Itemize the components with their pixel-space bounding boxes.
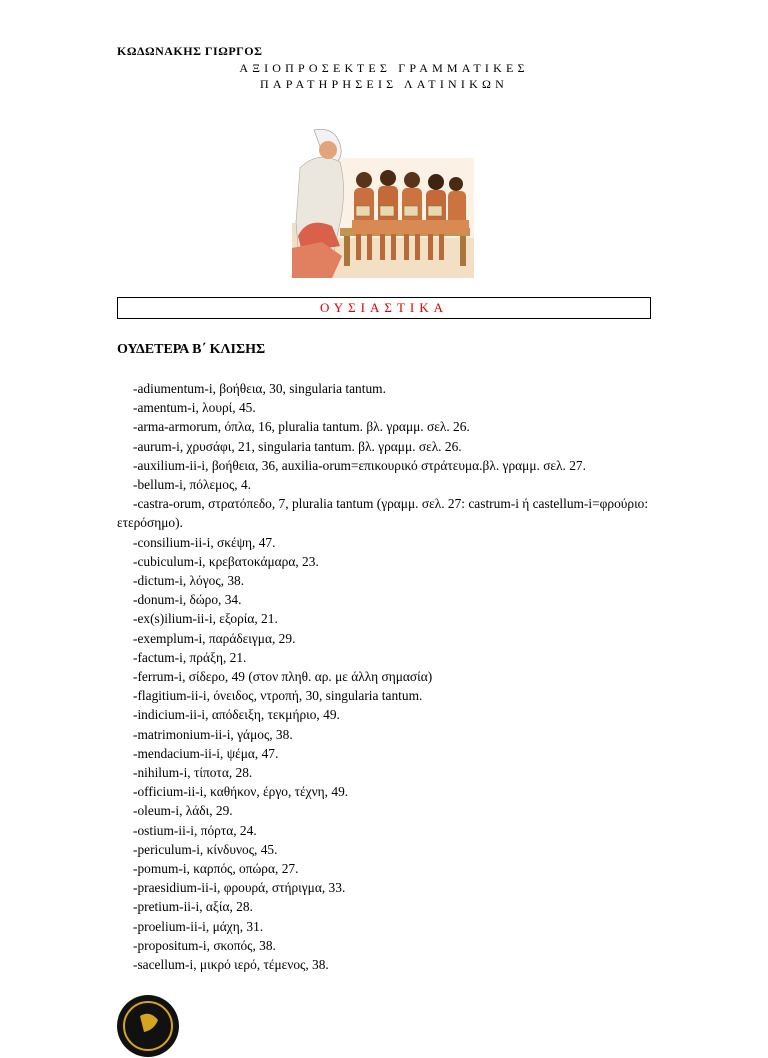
list-item: -oleum-i, λάδι, 29. <box>133 803 233 819</box>
section-header-box <box>117 297 651 319</box>
list-item: -officium-ii-i, καθήκον, έργο, τέχνη, 49. <box>133 784 349 800</box>
list-item: -castra-orum, στρατόπεδο, 7, pluralia tantum (γραμμ. σελ. 27: castrum-i ή castellum-i=φρούριο: ετερόσημο). <box>117 496 649 531</box>
section-title: ΟΥΣΙΑΣΤΙΚΑ <box>319 300 449 315</box>
list-item: -aurum-i, χρυσάφι, 21, singularia tantum. βλ. γραμμ. σελ. 26. <box>133 438 462 454</box>
list-item: -bellum-i, πόλεμος, 4. <box>133 477 252 493</box>
list-item: -cubiculum-i, κρεβατοκάμαρα, 23. <box>133 553 319 569</box>
document-title-line-2: ΠΑΡΑΤΗΡΗΣΕΙΣ ΛΑΤΙΝΙΚΩΝ <box>260 77 508 91</box>
circular-emblem-logo <box>116 994 180 1058</box>
list-item: -consilium-ii-i, σκέψη, 47. <box>133 534 276 550</box>
author-name: ΚΩΔΩΝΑΚΗΣ ΓΙΩΡΓΟΣ <box>117 44 263 58</box>
list-item: -proelium-ii-i, μάχη, 31. <box>133 918 264 934</box>
list-item: -dictum-i, λόγος, 38. <box>133 573 245 589</box>
list-item: -pomum-i, καρπός, οπώρα, 27. <box>133 861 299 877</box>
list-item: -auxilium-ii-i, βοήθεια, 36, auxilia-orum=επικουρικό στράτευμα.βλ. γραμμ. σελ. 27. <box>133 457 586 473</box>
list-item: -ostium-ii-i, πόρτα, 24. <box>133 822 257 838</box>
section-subheading: ΟΥΔΕΤΕΡΑ Β΄ ΚΛΙΣΗΣ <box>117 342 266 357</box>
list-item: -indicium-ii-i, απόδειξη, τεκμήριο, 49. <box>133 707 340 723</box>
list-item: -exemplum-i, παράδειγμα, 29. <box>133 630 296 646</box>
list-item: -arma-armorum, όπλα, 16, pluralia tantum. βλ. γραμμ. σελ. 26. <box>133 419 470 435</box>
list-item: -propositum-i, σκοπός, 38. <box>133 937 276 953</box>
list-item: -factum-i, πράξη, 21. <box>133 649 247 665</box>
list-item: -ex(s)ilium-ii-i, εξορία, 21. <box>133 611 278 627</box>
list-item: -amentum-i, λουρί, 45. <box>133 400 256 416</box>
list-item: -sacellum-i, μικρό ιερό, τέμενος, 38. <box>133 957 329 973</box>
list-item: -pretium-ii-i, αξία, 28. <box>133 899 253 915</box>
list-item: -periculum-i, κίνδυνος, 45. <box>133 841 278 857</box>
document-title-line-1: ΑΞΙΟΠΡΟΣΕΚΤΕΣ ΓΡΑΜΜΑΤΙΚΕΣ <box>239 61 529 75</box>
list-item: -flagitium-ii-i, όνειδος, ντροπή, 30, singularia tantum. <box>133 688 423 704</box>
list-item: -mendacium-ii-i, ψέμα, 47. <box>133 745 279 761</box>
list-item: -matrimonium-ii-i, γάμος, 38. <box>133 726 293 742</box>
list-item: -donum-i, δώρο, 34. <box>133 592 242 608</box>
teacher-with-pupils-illustration <box>292 128 474 278</box>
list-item: -adiumentum-i, βοήθεια, 30, singularia tantum. <box>133 381 386 396</box>
list-item: -nihilum-i, τίποτα, 28. <box>133 765 253 781</box>
list-item: -ferrum-i, σίδερο, 49 (στον πληθ. αρ. με άλλη σημασία) <box>133 669 433 685</box>
vocabulary-list <box>117 379 657 974</box>
list-item: -praesidium-ii-i, φρουρά, στήριγμα, 33. <box>133 880 346 896</box>
